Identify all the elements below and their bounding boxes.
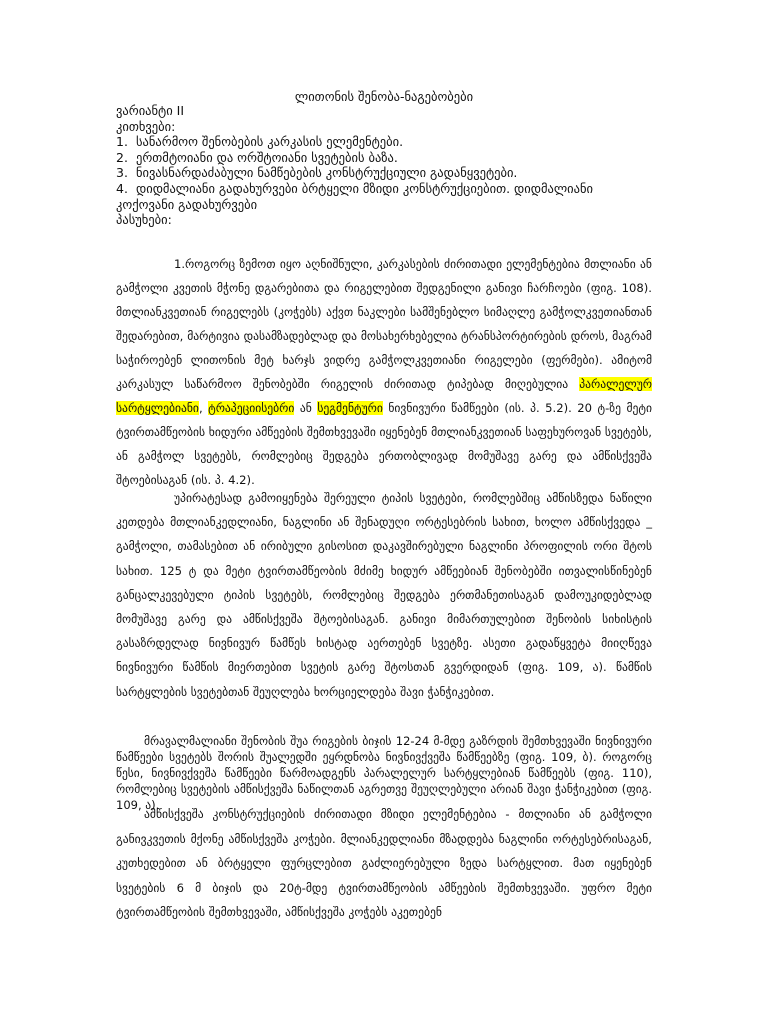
question-item (116, 181, 656, 197)
question-item (116, 150, 656, 166)
highlighted-term: ტრაპეციისებრი (208, 401, 295, 415)
document-title: ლითონის შენობა-ნაგებობები (294, 89, 474, 104)
paragraph-1-text: 1.როგორც ზემოთ იყო აღნიშნული, კარკასების ძირითადი ელემენტებია მთლიანი ან გამჭოლი კვეთის მჭონე დგარებითა და რიგელებით შედგენილი განივი ჩარჩოები (ფიგ. 108). მთლიანკვეთიან რიგელებს (კოჭებს) აქვთ ნაკლები სამშენებლო სიმაღლე გამჭოლკვეთიანთან შედარებით, მარტივია დასამზადებლად და მოსახერხებელია ტრანსპორტირების დროს, მაგრამ საჭიროებენ ლითონის მეტ ხარჯს ვიდრე გამჭოლკვეთიანი რიგელები (ფერმები). ამიტომ კარკასულ საწარმოო შენობებში რიგელის ძირითად ტიპებად მიღებულია (116, 257, 652, 391)
questions-list (116, 134, 656, 196)
question-4-continuation: კოქოვანი გადახურვები (116, 196, 258, 212)
paragraph-4: ამწისქვეშა კონსტრუქციების ძირითადი მზიდი ელემენტებია - მთლიანი ან გამჭოლი განივკვეთის მქონე ამწისქვეშა კოჭები. მლიანკედლიანი მზადდება ნაგლინი ორტესებრისაგან, კუთხედებით ან ბრტყელი ფურცლებით გაძლიერებული ზედა სარტყლით. მათ იყენებენ სვეტების 6 მ ბიჯის და 20ტ-მდე ტვირთამწეობის ამწეების შემთხვევაში. უფრო მეტი ტვირთამწეობის შემთხვევაში, ამწისქვეშა კოჭებს აკეთებენ (116, 807, 652, 919)
question-text: ნივასნარდაძაბული ნამწებების კონსტრუქციული გადანყვეტები. (136, 165, 518, 181)
question-item (116, 134, 656, 150)
header-block (116, 103, 656, 228)
variant-label: ვარიანტი II (116, 103, 185, 118)
answers-label: პასუხები: (116, 212, 172, 228)
question-number: 1. (116, 134, 128, 150)
paragraph-1 (116, 252, 652, 492)
highlighted-term: პარალელურ სარტყლებიანი (116, 377, 652, 415)
paragraph-3: მრავალმალიანი შენობის შუა რიგების ბიჯის 12-24 მ-მდე გაზრდის შემთხვევაში ნივნივური წამწეები სვეტებს შორის შუალედში ეყრდნობა ნივნივქვეშა წამწეებზე (ფიგ. 109, ბ). როგორც წესი, ნივნივქვეშა წამწეები წარმოადგენს პარალელურ სარტყლებიან წამწეებს (ფიგ. 110), რომლებიც სვეტების ამწისქვეშა ნაწილთან აგრეთვე შეუღლებული არიან შავი ჭანჭიკებით (ფიგ. 109, ა). (116, 734, 652, 812)
question-number: 2. (116, 149, 128, 165)
question-text: დიდმალიანი გადახურვები ბრტყელი მზიდი კონსტრუქციებით. დიდმალიანი (136, 180, 593, 196)
paragraph-1-connector: ან (294, 401, 318, 415)
question-item (116, 165, 656, 181)
highlighted-term: სეგმენტური (317, 401, 383, 415)
paragraph-1-separator: , (198, 401, 209, 415)
question-number: 3. (116, 165, 128, 181)
paragraph-1-text-end: ნივნივური წამწეები (ის. პ. 5.2). 20 ტ-ზე მეტი ტვირთამწეობის ხიდური ამწეების შემთხვევაში იყენებენ მთლიანკვეთიან საფეხუროვან სვეტებს, ან გამჭოლ სვეტებს, რომლებიც შედგება ერთობლივად მომუშავე გარე და ამწისქვეშა შტოებისაგან (ის. პ. 4.2). (116, 401, 652, 487)
paragraph-2: უპირატესად გამოიყენება შერეული ტიპის სვეტები, რომლებშიც ამწისზედა ნაწილი კეთდება მთლიანკედლიანი, ნაგლინი ან შენადუღი ორტესებრის სახით, ხოლო ამწისქვედა _ გამჭოლი, თამასებით ან ირიბული გისოსით დაკავშირებული ნაგლინი პროფილის ორი შტოს სახით. 125 ტ და მეტი ტვირთამწეობის მძიმე ხიდურ ამწეებიან შენობებში ითვალისწინებენ განცალკევებული ტიპის სვეტებს, რომლებიც შედგება ერთმანეთისაგან დამოუკიდებლად მომუშავე გარე და ამწისქვეშა შტოებისაგან. განივი მიმართულებით შენობის სიხისტის გასაზრდელად ნივნივურ წამწეს ხისტად აერთებენ სვეტზე. ასეთი გადაწყვეტა მიიღწევა ნივნივური წამწის მიერთებით სვეტის გარე შტოსთან გვერდიდან (ფიგ. 109, ა). წამწის სარტყლების სვეტებთან შეუღლება ხორციელდება შავი ჭანჭიკებით. (116, 491, 652, 699)
question-text: ერთმტოიანი და ორშტოიანი სვეტების ბაზა. (136, 149, 398, 165)
question-number: 4. (116, 180, 128, 196)
questions-label: კითხვები: (116, 118, 176, 134)
question-text: სანარმოო შენობების კარკასის ელემენტები. (136, 134, 404, 150)
